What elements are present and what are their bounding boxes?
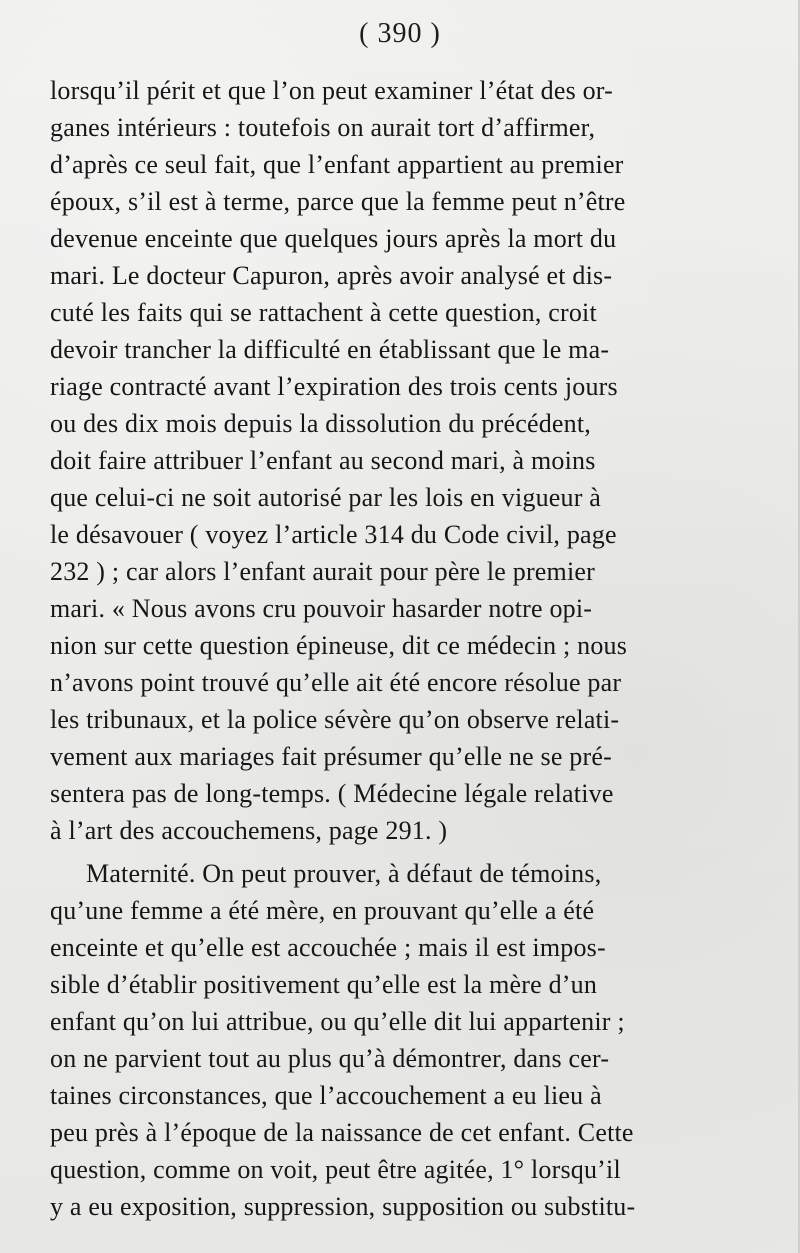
text-line: riage contracté avant l’expiration des trois cents jours (50, 372, 618, 401)
text-line: 232 ) ; car alors l’enfant aurait pour père le premier (50, 557, 595, 586)
text-line: mari. « Nous avons cru pouvoir hasarder notre opi- (50, 594, 593, 623)
text-line: le désavouer ( voyez l’article 314 du Code civil, page (50, 520, 617, 549)
text-line: à l’art des accouchemens, page 291. ) (50, 816, 448, 845)
page-number: ( 390 ) (359, 18, 441, 49)
text-line: doit faire attribuer l’enfant au second mari, à moins (50, 446, 596, 475)
text-line: époux, s’il est à terme, parce que la femme peut n’être (50, 187, 626, 216)
text-line: que celui-ci ne soit autorisé par les lois en vigueur à (50, 483, 602, 512)
body-text (50, 72, 755, 1225)
text-line: devoir trancher la difficulté en établissant que le ma- (50, 335, 610, 364)
text-line: sentera pas de long-temps. ( Médecine légale relative (50, 779, 614, 808)
text-line: y a eu exposition, suppression, supposition ou substitu- (50, 1192, 636, 1221)
text-line: devenue enceinte que quelques jours après la mort du (50, 224, 617, 253)
text-line: sible d’établir positivement qu’elle est la mère d’un (50, 970, 598, 999)
text-line: nion sur cette question épineuse, dit ce médecin ; nous (50, 631, 628, 660)
text-line: mari. Le docteur Capuron, après avoir analysé et dis- (50, 261, 613, 290)
text-line: enceinte et qu’elle est accouchée ; mais il est impos- (50, 933, 606, 962)
text-line: cuté les faits qui se rattachent à cette question, croit (50, 298, 597, 327)
text-line: peu près à l’époque de la naissance de cet enfant. Cette (50, 1118, 634, 1147)
text-line: ou des dix mois depuis la dissolution du précédent, (50, 409, 591, 438)
text-line: question, comme on voit, peut être agitée, 1° lorsqu’il (50, 1155, 621, 1184)
text-line: n’avons point trouvé qu’elle ait été encore résolue par (50, 668, 622, 697)
text-line: Maternité. On peut prouver, à défaut de témoins, (86, 859, 602, 888)
text-line: taines circonstances, que l’accouchement a eu lieu à (50, 1081, 602, 1110)
text-line: d’après ce seul fait, que l’enfant appartient au premier (50, 150, 624, 179)
text-line: vement aux mariages fait présumer qu’elle ne se pré- (50, 742, 612, 771)
text-line: ganes intérieurs : toutefois on aurait tort d’affirmer, (50, 113, 596, 142)
text-line: les tribunaux, et la police sévère qu’on observe relati- (50, 705, 620, 734)
text-line: on ne parvient tout au plus qu’à démontrer, dans cer- (50, 1044, 610, 1073)
text-line: qu’une femme a été mère, en prouvant qu’elle a été (50, 896, 595, 925)
text-line: enfant qu’on lui attribue, ou qu’elle dit lui appartenir ; (50, 1007, 625, 1036)
text-line: lorsqu’il périt et que l’on peut examiner l’état des or- (50, 76, 613, 105)
